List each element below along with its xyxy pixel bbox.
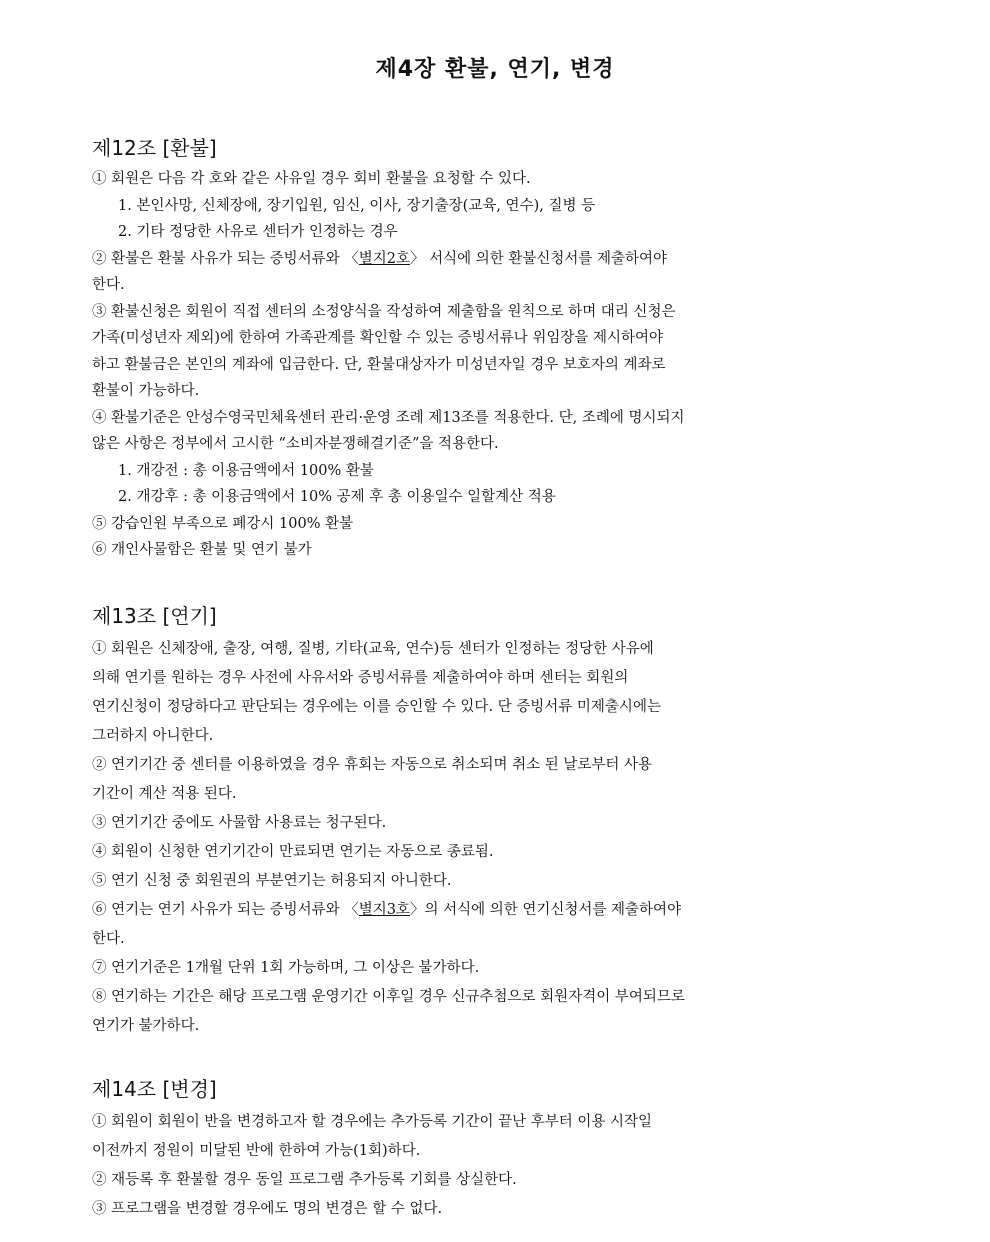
paragraph-line: 환불이 가능하다.	[92, 383, 200, 399]
paragraph-line: ② 환불은 환불 사유가 되는 증빙서류와 〈별지2호〉 서식에 의한 환불신청서를 제출하여야	[92, 250, 668, 267]
list-item: 2. 기타 정당한 사유로 센터가 인정하는 경우	[118, 224, 398, 240]
paragraph-line: 의해 연기를 원하는 경우 사전에 사유서와 증빙서류를 제출하여야 하며 센터는 회원의	[92, 670, 629, 686]
form-reference: 별지2호	[358, 250, 411, 267]
paragraph-line: ③ 환불신청은 회원이 직접 센터의 소정양식을 작성하여 제출함을 원칙으로 하며 대리 신청은	[92, 303, 676, 320]
paragraph-line: ⑤ 연기 신청 중 회원권의 부분연기는 허용되지 아니한다.	[92, 873, 452, 889]
paragraph-line: ① 회원이 회원이 반을 변경하고자 할 경우에는 추가등록 기간이 끝난 후부터 이용 시작일	[92, 1114, 653, 1130]
paragraph-line: ① 회원은 다음 각 호와 같은 사유일 경우 회비 환불을 요청할 수 있다.	[92, 171, 531, 187]
paragraph-line: ③ 프로그램을 변경할 경우에도 명의 변경은 할 수 없다.	[92, 1201, 443, 1217]
paragraph-line: 연기가 불가하다.	[92, 1018, 200, 1034]
list-item: 2. 개강후 : 총 이용금액에서 10% 공제 후 총 이용일수 일할계산 적용	[118, 489, 556, 505]
paragraph-line: ⑤ 강습인원 부족으로 폐강시 100% 환불	[92, 515, 354, 532]
paragraph-line: 한다.	[92, 277, 125, 293]
article-12-body	[92, 166, 902, 564]
article-12-heading: 제12조 [환불]	[92, 136, 217, 160]
paragraph-line: ④ 회원이 신청한 연기기간이 만료되면 연기는 자동으로 종료됨.	[92, 844, 494, 860]
paragraph-line: ④ 환불기준은 안성수영국민체육센터 관리·운영 조례 제13조를 적용한다. 단, 조례에 명시되지	[92, 409, 685, 426]
paragraph-line: ③ 연기기간 중에도 사물함 사용료는 청구된다.	[92, 815, 387, 831]
paragraph-line: 하고 환불금은 본인의 계좌에 입금한다. 단, 환불대상자가 미성년자일 경우 보호자의 계좌로	[92, 356, 666, 373]
paragraph-line: ① 회원은 신체장애, 출장, 여행, 질병, 기타(교육, 연수)등 센터가 인정하는 정당한 사유에	[92, 641, 654, 657]
paragraph-line: 않은 사항은 정부에서 고시한 “소비자분쟁해결기준”을 적용한다.	[92, 436, 499, 452]
list-item: 1. 개강전 : 총 이용금액에서 100% 환불	[118, 462, 374, 479]
paragraph-line: ② 재등록 후 환불할 경우 동일 프로그램 추가등록 기회를 상실한다.	[92, 1172, 517, 1188]
paragraph-line: ⑥ 개인사물함은 환불 및 연기 불가	[92, 542, 312, 558]
article-14-body	[92, 1108, 902, 1224]
article-14-heading: 제14조 [변경]	[92, 1077, 217, 1101]
paragraph-line: ② 연기기간 중 센터를 이용하였을 경우 휴회는 자동으로 취소되며 취소 된 날로부터 사용	[92, 757, 653, 773]
paragraph-line: 이전까지 정원이 미달된 반에 한하여 가능(1회)하다.	[92, 1143, 421, 1159]
paragraph-line: 한다.	[92, 931, 125, 947]
article-13-body	[92, 635, 902, 1041]
paragraph-line: 그러하지 아니한다.	[92, 728, 214, 744]
paragraph-line: ⑧ 연기하는 기간은 해당 프로그램 운영기간 이후일 경우 신규추첨으로 회원자격이 부여되므로	[92, 989, 685, 1005]
article-13-heading: 제13조 [연기]	[92, 604, 217, 628]
paragraph-line: ⑥ 연기는 연기 사유가 되는 증빙서류와 〈별지3호〉의 서식에 의한 연기신청서를 제출하여야	[92, 902, 682, 918]
paragraph-line: 가족(미성년자 제외)에 한하여 가족관계를 확인할 수 있는 증빙서류나 위임장을 제시하여야	[92, 330, 664, 346]
paragraph-line: 연기신청이 정당하다고 판단되는 경우에는 이를 승인할 수 있다. 단 증빙서류 미제출시에는	[92, 699, 661, 715]
form-reference: 별지3호	[358, 902, 411, 918]
paragraph-line: 기간이 계산 적용 된다.	[92, 786, 237, 802]
paragraph-line: ⑦ 연기기준은 1개월 단위 1회 가능하며, 그 이상은 불가하다.	[92, 960, 480, 976]
chapter-title: 제4장 환불, 연기, 변경	[375, 57, 615, 82]
list-item: 1. 본인사망, 신체장애, 장기입원, 임신, 이사, 장기출장(교육, 연수), 질병 등	[118, 197, 596, 214]
